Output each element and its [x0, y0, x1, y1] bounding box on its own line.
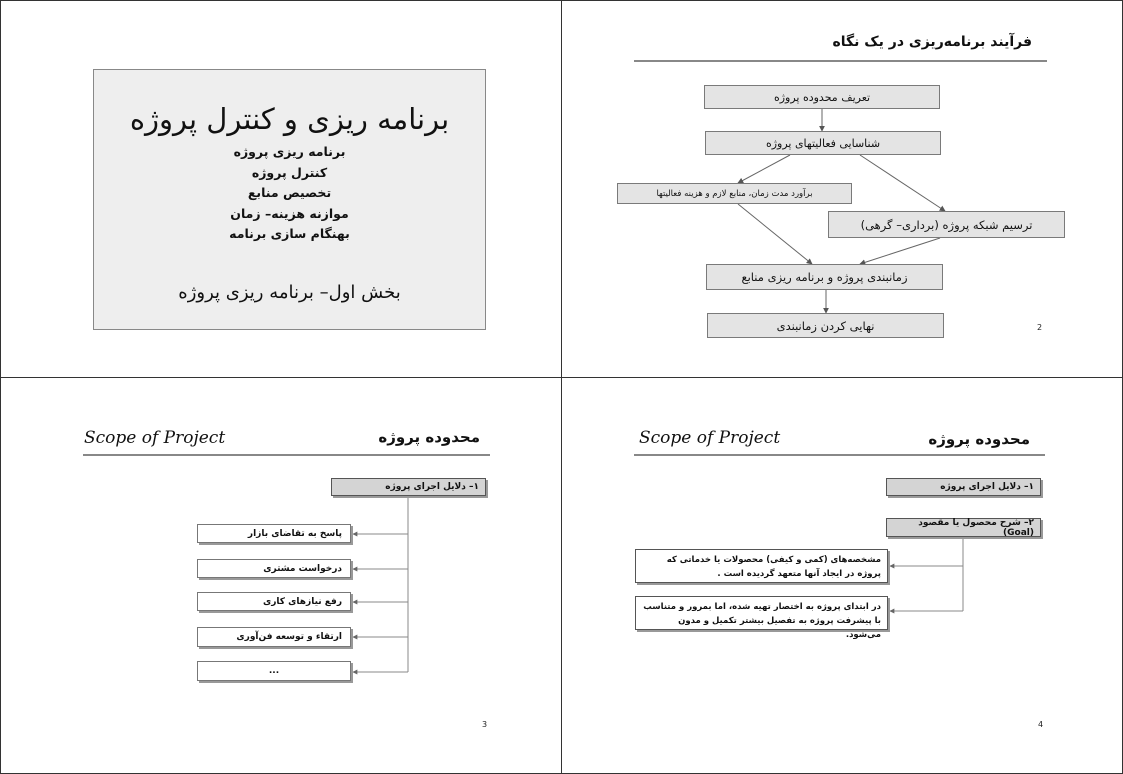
slide-1-item: بهنگام سازی برنامه	[229, 226, 350, 241]
page-number: 4	[1038, 720, 1044, 729]
slide-1-item: برنامه ریزی پروژه	[233, 144, 346, 159]
reason-item: ...	[197, 661, 351, 681]
step-label: شناسایی فعالیتهای پروژه	[765, 136, 881, 150]
step-label: زمانبندی پروژه و برنامه ریزی منابع	[741, 270, 908, 284]
goal-description-2: در ابتدای پروژه به اختصار تهیه شده، اما بمرور و متناسب با پیشرفت پروژه به تفصیل بیشتر تکمیل و مدون می‌شود.	[635, 596, 888, 630]
step-label: برآورد مدت زمان، منابع لازم و هزینه فعالیتها	[656, 188, 813, 199]
reason-item: پاسخ به تقاضای بازار	[197, 524, 351, 543]
slide-3-english-title: Scope of Project	[84, 428, 226, 448]
slide-1-item: موازنه هزینه– زمان	[230, 205, 349, 221]
slide-4-english-title: Scope of Project	[639, 428, 781, 448]
slide-1-item: کنترل پروژه	[251, 164, 328, 180]
reason-item: رفع نیازهای کاری	[197, 592, 351, 611]
slide-3-header-box: ۱– دلایل اجرای پروژه	[331, 478, 486, 496]
reason-item: ارتقاء و توسعه فن‌آوری	[197, 627, 351, 647]
slide-1-section: بخش اول– برنامه ریزی پروژه	[178, 282, 401, 303]
page-number: 3	[482, 720, 488, 729]
slide-1-title: برنامه ریزی و کنترل پروژه	[129, 102, 450, 136]
reason-item: درخواست مشتری	[197, 559, 351, 578]
slide-4-persian-title: محدوده پروژه	[928, 430, 1030, 448]
goal-description-1: مشخصه‌های (کمی و کیفی) محصولات یا خدماتی که پروژه در ایجاد آنها متعهد گردیده است .	[635, 549, 888, 583]
step-label: نهایی کردن زمانبندی	[776, 318, 875, 333]
slide-1-item: تخصیص منابع	[247, 185, 332, 200]
page-number: 2	[1037, 323, 1043, 332]
slide-4-header-reasons: ۱– دلایل اجرای پروژه	[886, 478, 1041, 496]
slide-3-persian-title: محدوده پروژه	[378, 428, 480, 446]
step-label: تعریف محدوده پروژه	[773, 90, 871, 104]
slide-2-title: فرآیند برنامه‌ریزی در یک نگاه	[832, 34, 1032, 50]
slide-4-header-goal: ۲– شرح محصول یا مقصود (Goal)	[886, 518, 1041, 537]
step-label: ترسیم شبکه پروژه (برداری– گرهی)	[860, 217, 1033, 232]
